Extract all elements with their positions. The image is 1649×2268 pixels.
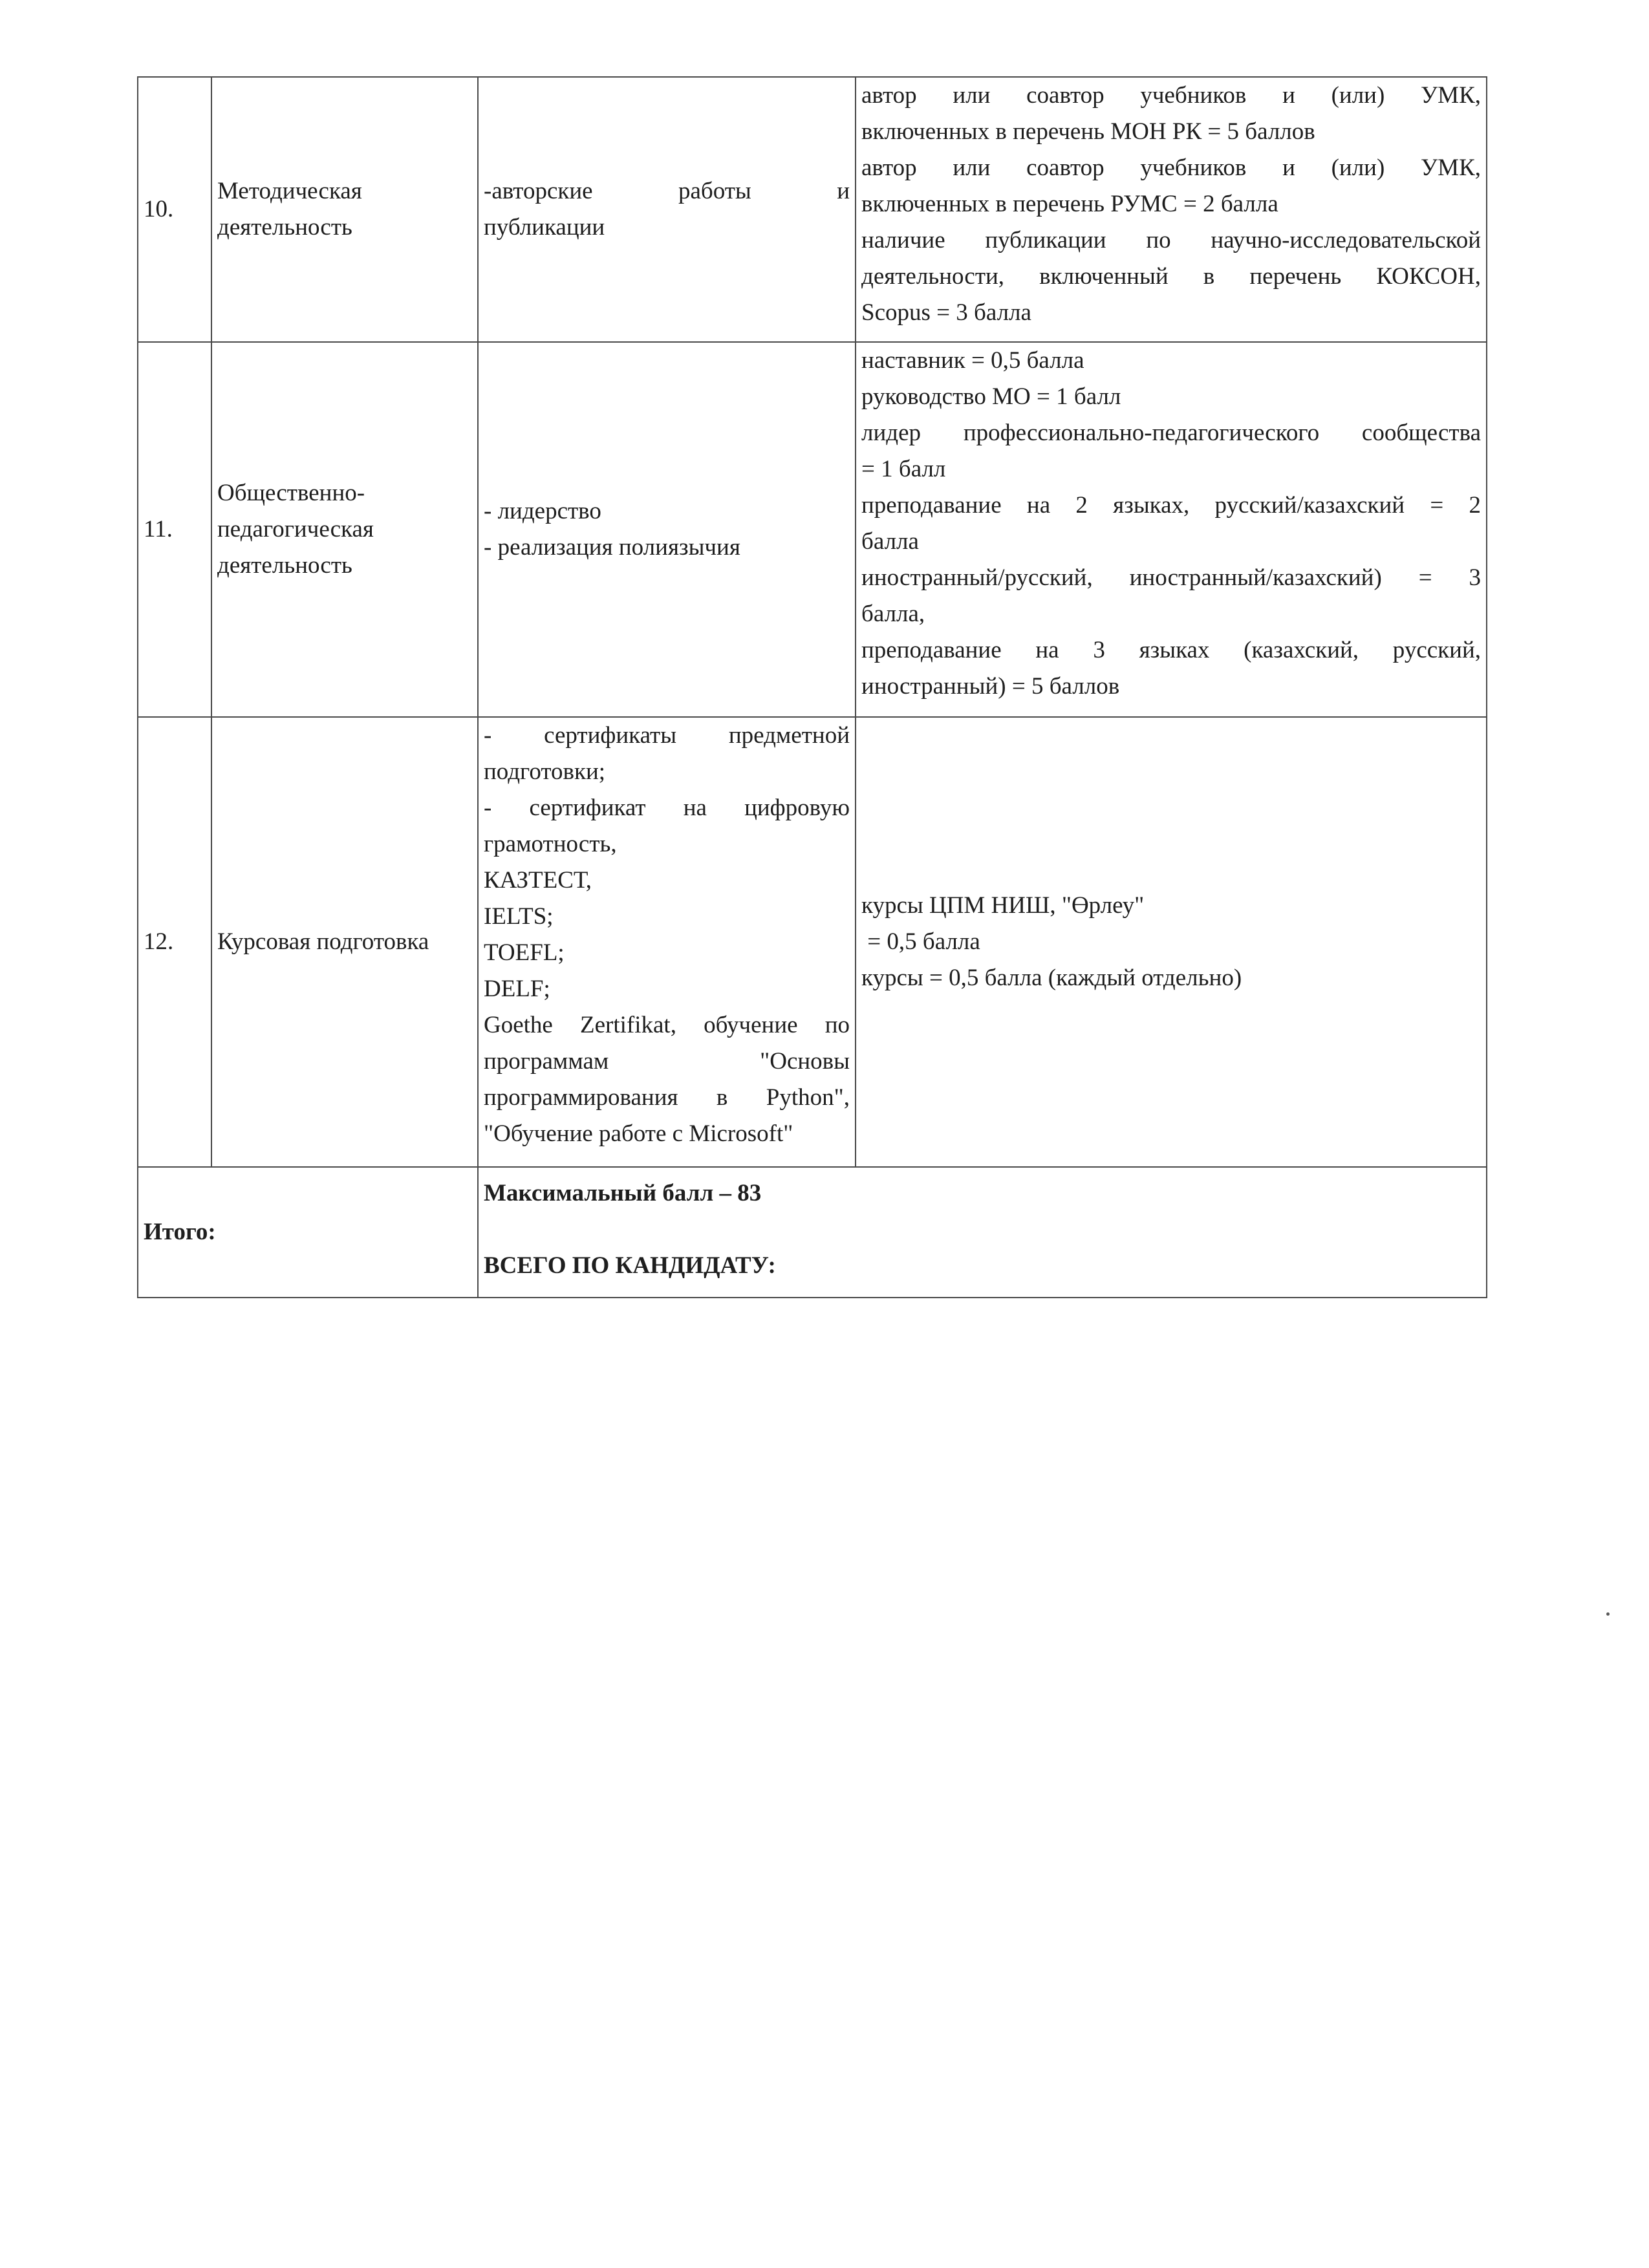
score-line: иностранный/русский, иностранный/казахский) = 3: [861, 564, 1481, 591]
criterion-name: [211, 342, 478, 717]
criterion-name-line: педагогическая: [217, 516, 374, 542]
total-values-cell: [478, 1167, 1487, 1298]
criterion-score: [856, 717, 1487, 1167]
score-line: балла: [861, 528, 919, 555]
criterion-name-line: Общественно-: [217, 480, 365, 506]
max-score: Максимальный балл – 83: [484, 1180, 762, 1206]
score-line: Scopus = 3 балла: [861, 299, 1031, 326]
criteria-table: [137, 76, 1487, 1298]
indicator-line: - сертификат на цифровую: [484, 795, 850, 821]
indicator-line: -авторские работы и: [484, 178, 850, 204]
score-line: курсы ЦПМ НИШ, "Өрлеу": [861, 892, 1145, 919]
indicator-line: - лидерство: [484, 498, 601, 524]
total-label-cell: [138, 1167, 478, 1298]
score-line: иностранный) = 5 баллов: [861, 673, 1120, 700]
criterion-name-line: Методическая: [217, 178, 362, 204]
score-line: балла,: [861, 601, 925, 627]
score-line: преподавание на 2 языках, русский/казахский = 2: [861, 492, 1481, 519]
score-line: автор или соавтор учебников и (или) УМК,: [861, 82, 1481, 109]
indicator-line: DELF;: [484, 976, 550, 1002]
indicator-line: подготовки;: [484, 758, 606, 785]
table-row: [138, 342, 1487, 717]
indicator-line: "Обучение работе с Microsoft": [484, 1120, 793, 1147]
row-number: 10.: [138, 77, 211, 342]
criterion-name: [211, 77, 478, 342]
table-row: [138, 717, 1487, 1167]
indicator-line: TOEFL;: [484, 939, 565, 966]
score-line: включенных в перечень РУМС = 2 балла: [861, 191, 1278, 217]
indicator-line: программирования в Python",: [484, 1084, 850, 1111]
criterion-name: [211, 717, 478, 1167]
score-line: преподавание на 3 языках (казахский, русский,: [861, 637, 1481, 663]
scan-speck: [1606, 1612, 1610, 1616]
indicator-line: публикации: [484, 214, 605, 241]
row-number: 11.: [138, 342, 211, 717]
criterion-indicator: [478, 77, 856, 342]
score-line: = 1 балл: [861, 456, 946, 482]
indicator-line: - сертификаты предметной: [484, 722, 850, 749]
spacer: [484, 1212, 1481, 1248]
criterion-name-line: Курсовая подготовка: [217, 928, 429, 955]
criterion-indicator: [478, 717, 856, 1167]
criterion-score: [856, 77, 1487, 342]
score-line: руководство МО = 1 балл: [861, 383, 1121, 410]
indicator-line: программам "Основы: [484, 1048, 850, 1075]
indicator-line: IELTS;: [484, 903, 554, 930]
criterion-name-line: деятельность: [217, 214, 352, 241]
row-number: 12.: [138, 717, 211, 1167]
score-line: наличие публикации по научно-исследовательской: [861, 227, 1481, 253]
indicator-line: грамотность,: [484, 831, 617, 857]
score-line: деятельности, включенный в перечень КОКСОН,: [861, 263, 1481, 290]
score-line: наставник = 0,5 балла: [861, 347, 1084, 374]
total-label: Итого:: [144, 1219, 216, 1245]
criterion-score: [856, 342, 1487, 717]
score-line: лидер профессионально-педагогического сообщества: [861, 420, 1481, 446]
indicator-line: КАЗТЕСТ,: [484, 867, 592, 893]
table-row: [138, 77, 1487, 342]
candidate-total: ВСЕГО ПО КАНДИДАТУ:: [484, 1252, 776, 1279]
indicator-line: Goethe Zertifikat, обучение по: [484, 1012, 850, 1038]
score-line: курсы = 0,5 балла (каждый отдельно): [861, 965, 1242, 991]
score-line: включенных в перечень МОН РК = 5 баллов: [861, 118, 1315, 145]
criterion-indicator: [478, 342, 856, 717]
document-page: [137, 76, 1486, 1298]
score-line: = 0,5 балла: [861, 928, 980, 955]
indicator-line: - реализация полиязычия: [484, 534, 740, 561]
score-line: автор или соавтор учебников и (или) УМК,: [861, 155, 1481, 181]
total-row: [138, 1167, 1487, 1298]
criterion-name-line: деятельность: [217, 552, 352, 579]
